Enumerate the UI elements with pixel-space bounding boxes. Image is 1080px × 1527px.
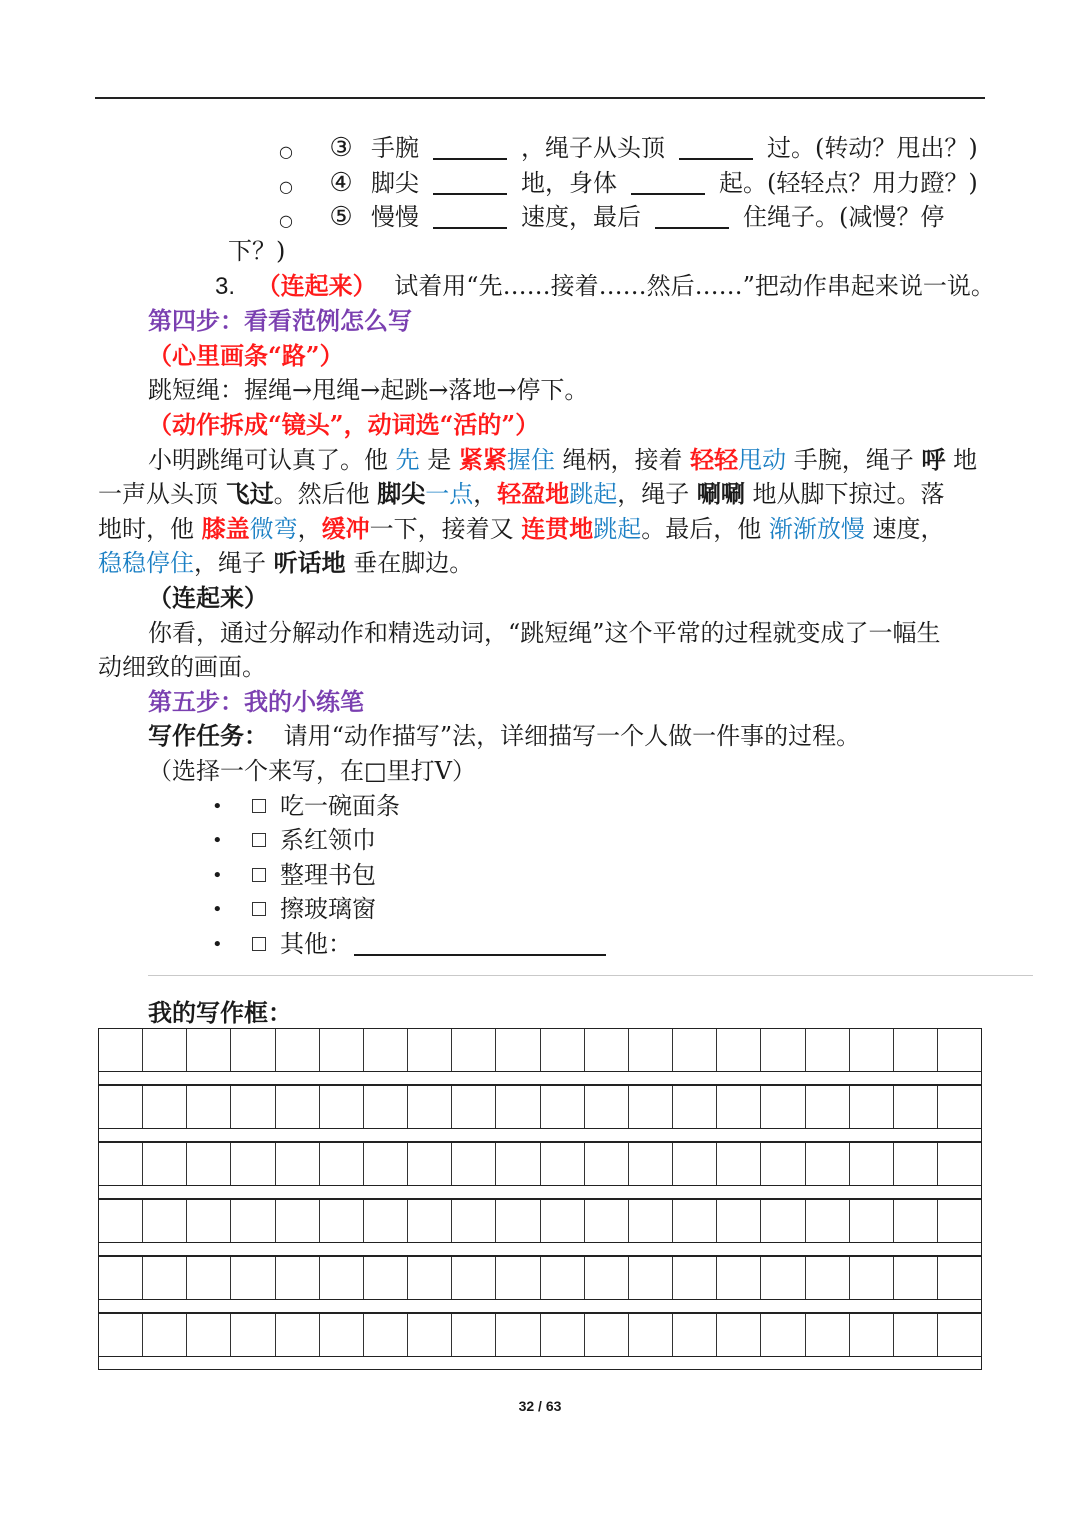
grid-cell[interactable] — [541, 1143, 585, 1185]
grid-cell[interactable] — [452, 1257, 496, 1299]
grid-cell[interactable] — [850, 1143, 894, 1185]
grid-cell[interactable] — [452, 1314, 496, 1356]
grid-row[interactable] — [98, 1199, 982, 1243]
example-segment: 听话地 — [273, 548, 346, 577]
grid-cell[interactable] — [894, 1314, 938, 1356]
sub-item-part-2: 速度，最后 — [521, 203, 641, 231]
bullet-dot: • — [212, 830, 223, 851]
grid-cell[interactable] — [99, 1086, 143, 1128]
step4-subheading-shots: （动作拆成“镜头”，动词选“活的”） — [148, 410, 540, 439]
grid-cell[interactable] — [806, 1143, 850, 1185]
grid-cell[interactable] — [496, 1257, 540, 1299]
grid-cell[interactable] — [850, 1257, 894, 1299]
grid-cell[interactable] — [585, 1086, 629, 1128]
checkbox-icon[interactable] — [252, 868, 266, 882]
sub-item-bullet: ○ — [279, 211, 293, 230]
example-segment: 脚尖 — [377, 479, 426, 508]
example-segment: 轻盈地 — [497, 479, 570, 508]
topic-option[interactable] — [252, 894, 376, 924]
grid-cell[interactable] — [364, 1257, 408, 1299]
grid-cell[interactable] — [938, 1086, 981, 1128]
example-line-1 — [148, 445, 977, 475]
sub-item-part-2: ，绳子从头顶 — [521, 134, 665, 162]
example-line-3 — [98, 514, 945, 544]
example-line-4 — [98, 548, 473, 578]
item-3-text: 试着用“先……接着……然后……”把动作串起来说一说。 — [394, 272, 995, 300]
grid-cell[interactable] — [850, 1314, 894, 1356]
grid-cell[interactable] — [408, 1143, 452, 1185]
example-segment: 垂在脚边。 — [345, 549, 474, 577]
grid-cell[interactable] — [673, 1143, 717, 1185]
grid-cell[interactable] — [187, 1314, 231, 1356]
grid-row[interactable] — [98, 1313, 982, 1357]
item5-continuation: 下？) — [228, 237, 286, 265]
example-segment: 稳稳停住 — [98, 549, 194, 577]
topic-option-label: 擦玻璃窗 — [280, 895, 376, 923]
section-divider — [148, 975, 1033, 976]
grid-cell[interactable] — [231, 1029, 275, 1071]
grid-cell[interactable] — [231, 1200, 275, 1242]
grid-cell[interactable] — [938, 1029, 981, 1071]
grid-cell[interactable] — [364, 1314, 408, 1356]
grid-cell[interactable] — [99, 1200, 143, 1242]
grid-cell[interactable] — [231, 1257, 275, 1299]
checkbox-icon[interactable] — [252, 799, 266, 813]
sub-item — [327, 202, 944, 232]
choose-hint: （选择一个来写，在□里打V） — [148, 757, 477, 785]
grid-cell[interactable] — [496, 1029, 540, 1071]
grid-cell[interactable] — [938, 1143, 981, 1185]
grid-cell[interactable] — [408, 1029, 452, 1071]
topic-option[interactable] — [252, 825, 376, 855]
example-segment: 一点 — [425, 480, 474, 508]
grid-cell[interactable] — [717, 1143, 761, 1185]
step4-subheading-road: （心里画条“路”） — [148, 341, 344, 370]
grid-cell[interactable] — [761, 1200, 805, 1242]
item-3-tag: （连起来） — [256, 271, 377, 300]
example-segment: 绳柄，接着 — [554, 446, 691, 474]
sub-item-part-2: 地，身体 — [521, 169, 617, 197]
grid-spacer-row — [98, 1243, 982, 1256]
writing-task — [148, 721, 860, 751]
grid-cell[interactable] — [938, 1314, 981, 1356]
grid-cell[interactable] — [717, 1086, 761, 1128]
example-segment: 连贯地 — [521, 514, 594, 543]
topic-option-label: 其他： — [280, 930, 352, 958]
grid-cell[interactable] — [541, 1029, 585, 1071]
item-3-number: 3. — [215, 273, 236, 300]
grid-cell[interactable] — [673, 1086, 717, 1128]
checkbox-icon[interactable] — [252, 833, 266, 847]
sub-item-bullet: ○ — [279, 142, 293, 161]
example-segment: 。然后他 — [273, 480, 378, 508]
example-segment: 速度， — [864, 515, 945, 543]
grid-row[interactable] — [98, 1028, 982, 1072]
example-segment: 唰唰 — [696, 479, 745, 508]
page-number: 32 / 63 — [518, 1398, 562, 1414]
grid-cell[interactable] — [408, 1314, 452, 1356]
grid-spacer-row — [98, 1300, 982, 1313]
grid-cell[interactable] — [717, 1257, 761, 1299]
grid-cell[interactable] — [99, 1029, 143, 1071]
grid-cell[interactable] — [320, 1029, 364, 1071]
grid-cell[interactable] — [761, 1143, 805, 1185]
grid-cell[interactable] — [276, 1086, 320, 1128]
fill-blank[interactable] — [433, 169, 507, 195]
summary-line-1: 你看，通过分解动作和精选动词，“跳短绳”这个平常的过程就变成了一幅生 — [148, 619, 941, 647]
grid-cell[interactable] — [364, 1200, 408, 1242]
grid-cell[interactable] — [541, 1200, 585, 1242]
summary-line-2: 动细致的画面。 — [98, 653, 266, 681]
writing-task-label: 写作任务： — [148, 721, 268, 750]
example-segment: ， — [297, 515, 322, 543]
grid-cell[interactable] — [585, 1257, 629, 1299]
grid-cell[interactable] — [320, 1257, 364, 1299]
fill-blank[interactable] — [631, 169, 705, 195]
sub-item-number: ⑤ — [329, 202, 353, 232]
example-segment: 。最后，他 — [641, 515, 769, 543]
grid-cell[interactable] — [496, 1086, 540, 1128]
grid-cell[interactable] — [850, 1200, 894, 1242]
grid-cell[interactable] — [408, 1200, 452, 1242]
grid-row[interactable] — [98, 1142, 982, 1186]
grid-cell[interactable] — [452, 1086, 496, 1128]
grid-cell[interactable] — [231, 1143, 275, 1185]
grid-cell[interactable] — [850, 1086, 894, 1128]
connect-label: （连起来） — [148, 583, 268, 612]
grid-cell[interactable] — [585, 1314, 629, 1356]
grid-row[interactable] — [98, 1256, 982, 1300]
grid-cell[interactable] — [364, 1029, 408, 1071]
grid-cell[interactable] — [320, 1086, 364, 1128]
grid-cell[interactable] — [496, 1200, 540, 1242]
fill-blank[interactable] — [679, 134, 753, 160]
grid-cell[interactable] — [673, 1029, 717, 1071]
grid-cell[interactable] — [717, 1029, 761, 1071]
grid-cell[interactable] — [850, 1029, 894, 1071]
sub-item-part-3: 住绳子。(减慢？停 — [743, 203, 945, 231]
sub-item-part-1: 脚尖 — [371, 169, 419, 197]
grid-cell[interactable] — [717, 1200, 761, 1242]
grid-cell[interactable] — [187, 1029, 231, 1071]
grid-cell[interactable] — [496, 1143, 540, 1185]
sub-item-part-1: 手腕 — [371, 134, 419, 162]
example-segment: 小明跳绳可认真了。他 — [148, 446, 396, 474]
grid-row[interactable] — [98, 1085, 982, 1129]
grid-cell[interactable] — [717, 1314, 761, 1356]
grid-cell[interactable] — [673, 1257, 717, 1299]
example-segment: 手腕，绳子 — [786, 446, 922, 474]
grid-cell[interactable] — [452, 1029, 496, 1071]
topic-option[interactable] — [252, 791, 400, 821]
fill-blank[interactable] — [433, 134, 507, 160]
grid-cell[interactable] — [99, 1257, 143, 1299]
step5-title: 第五步：我的小练笔 — [148, 687, 364, 716]
grid-cell[interactable] — [673, 1200, 717, 1242]
example-segment: 地 — [945, 446, 978, 474]
grid-cell[interactable] — [143, 1143, 187, 1185]
example-segment: 渐渐放慢 — [768, 515, 865, 543]
grid-cell[interactable] — [761, 1029, 805, 1071]
grid-cell[interactable] — [806, 1029, 850, 1071]
sub-item-part-3: 过。(转动？甩出？) — [767, 134, 978, 162]
grid-cell[interactable] — [629, 1314, 673, 1356]
writing-task-text: 请用“动作描写”法，详细描写一个人做一件事的过程。 — [283, 722, 861, 750]
writing-box-label: 我的写作框： — [148, 998, 292, 1027]
example-segment: 地从脚下掠过。落 — [744, 480, 945, 508]
grid-cell[interactable] — [187, 1143, 231, 1185]
checkbox-icon[interactable] — [252, 937, 266, 951]
grid-cell[interactable] — [496, 1314, 540, 1356]
example-segment: 紧紧 — [458, 445, 507, 474]
grid-cell[interactable] — [541, 1086, 585, 1128]
checkbox-icon[interactable] — [252, 902, 266, 916]
grid-cell[interactable] — [143, 1314, 187, 1356]
example-segment: 飞过 — [225, 479, 274, 508]
sub-item-bullet: ○ — [279, 177, 293, 196]
example-segment: ，接着又 — [417, 515, 522, 543]
example-segment: 是 — [419, 446, 459, 474]
example-segment: 轻轻 — [690, 445, 739, 474]
sub-item — [327, 168, 978, 198]
grid-cell[interactable] — [629, 1029, 673, 1071]
example-segment: 跳起 — [569, 480, 618, 508]
grid-cell[interactable] — [894, 1257, 938, 1299]
grid-cell[interactable] — [99, 1143, 143, 1185]
topic-option[interactable] — [252, 929, 606, 959]
grid-cell[interactable] — [143, 1029, 187, 1071]
grid-cell[interactable] — [894, 1143, 938, 1185]
item-3 — [215, 271, 995, 302]
fill-blank[interactable] — [655, 203, 729, 229]
grid-cell[interactable] — [187, 1257, 231, 1299]
grid-cell[interactable] — [276, 1029, 320, 1071]
grid-cell[interactable] — [187, 1086, 231, 1128]
example-segment: 缓冲 — [321, 514, 370, 543]
grid-cell[interactable] — [541, 1314, 585, 1356]
example-segment: 呼 — [921, 445, 946, 474]
example-line-2 — [98, 479, 945, 509]
sub-item-part-1: 慢慢 — [371, 203, 419, 231]
sub-item-part-3: 起。(轻轻点？用力蹬？) — [719, 169, 978, 197]
grid-cell[interactable] — [585, 1143, 629, 1185]
example-segment: ，绳子 — [194, 549, 274, 577]
grid-cell[interactable] — [408, 1257, 452, 1299]
example-segment: 甩动 — [738, 446, 787, 474]
sub-item-number: ④ — [329, 168, 353, 198]
grid-cell[interactable] — [452, 1200, 496, 1242]
grid-cell[interactable] — [894, 1086, 938, 1128]
grid-cell[interactable] — [99, 1314, 143, 1356]
grid-cell[interactable] — [938, 1200, 981, 1242]
grid-cell[interactable] — [629, 1257, 673, 1299]
grid-spacer-row — [98, 1186, 982, 1199]
grid-cell[interactable] — [629, 1200, 673, 1242]
bullet-dot: • — [212, 796, 223, 817]
grid-cell[interactable] — [320, 1314, 364, 1356]
grid-cell[interactable] — [761, 1257, 805, 1299]
grid-cell[interactable] — [276, 1143, 320, 1185]
grid-cell[interactable] — [187, 1200, 231, 1242]
grid-cell[interactable] — [231, 1086, 275, 1128]
example-segment: 一声从头顶 — [98, 480, 226, 508]
bullet-dot: • — [212, 899, 223, 920]
example-segment: 地时，他 — [98, 515, 202, 543]
bullet-dot: • — [212, 934, 223, 955]
grid-cell[interactable] — [364, 1086, 408, 1128]
example-segment: 握住 — [506, 446, 555, 474]
grid-cell[interactable] — [806, 1086, 850, 1128]
grid-cell[interactable] — [143, 1200, 187, 1242]
grid-cell[interactable] — [541, 1257, 585, 1299]
grid-cell[interactable] — [806, 1257, 850, 1299]
grid-cell[interactable] — [143, 1257, 187, 1299]
grid-cell[interactable] — [629, 1143, 673, 1185]
topic-option-label: 吃一碗面条 — [280, 792, 400, 820]
topic-option-label: 系红领巾 — [280, 826, 376, 854]
example-segment: 一下 — [369, 515, 418, 543]
step4-flow: 跳短绳：握绳→甩绳→起跳→落地→停下。 — [148, 376, 589, 404]
grid-spacer-row — [98, 1072, 982, 1085]
example-segment: ， — [473, 480, 498, 508]
example-segment: 微弯 — [249, 515, 298, 543]
topic-option-label: 整理书包 — [280, 861, 376, 889]
grid-cell[interactable] — [585, 1029, 629, 1071]
example-segment: 先 — [395, 446, 420, 474]
grid-cell[interactable] — [364, 1143, 408, 1185]
sub-item-number: ③ — [329, 133, 353, 163]
grid-cell[interactable] — [231, 1314, 275, 1356]
example-segment: 膝盖 — [201, 514, 250, 543]
grid-cell[interactable] — [938, 1257, 981, 1299]
grid-cell[interactable] — [894, 1200, 938, 1242]
grid-cell[interactable] — [585, 1200, 629, 1242]
grid-cell[interactable] — [276, 1257, 320, 1299]
grid-cell[interactable] — [276, 1314, 320, 1356]
grid-cell[interactable] — [806, 1200, 850, 1242]
example-segment: 跳起 — [593, 515, 642, 543]
grid-spacer-row — [98, 1129, 982, 1142]
grid-cell[interactable] — [761, 1314, 805, 1356]
header-rule — [95, 97, 985, 99]
grid-cell[interactable] — [320, 1200, 364, 1242]
grid-cell[interactable] — [806, 1314, 850, 1356]
grid-cell[interactable] — [408, 1086, 452, 1128]
grid-cell[interactable] — [629, 1086, 673, 1128]
grid-cell[interactable] — [894, 1029, 938, 1071]
fill-blank[interactable] — [433, 203, 507, 229]
grid-cell[interactable] — [673, 1314, 717, 1356]
step4-title: 第四步：看看范例怎么写 — [148, 306, 412, 335]
bullet-dot: • — [212, 865, 223, 886]
sub-item — [327, 133, 978, 163]
grid-cell[interactable] — [276, 1200, 320, 1242]
topic-option[interactable] — [252, 860, 376, 890]
other-topic-blank[interactable] — [354, 930, 606, 956]
grid-spacer-row — [98, 1357, 982, 1370]
grid-cell[interactable] — [143, 1086, 187, 1128]
grid-cell[interactable] — [452, 1143, 496, 1185]
grid-cell[interactable] — [761, 1086, 805, 1128]
example-segment: ，绳子 — [617, 480, 697, 508]
grid-cell[interactable] — [320, 1143, 364, 1185]
